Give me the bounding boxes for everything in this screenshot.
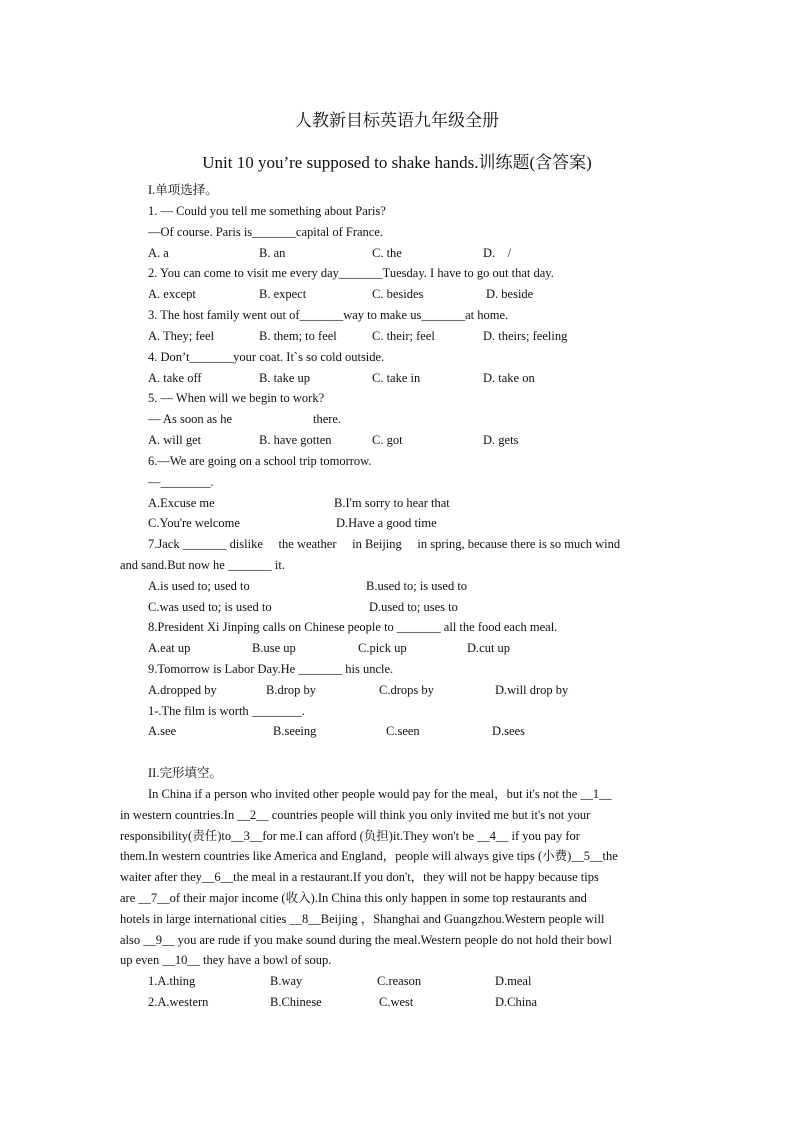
q4-option-a: A. take off: [148, 371, 202, 385]
q9-option-a: A.dropped by: [148, 683, 217, 697]
q8-option-a: A.eat up: [148, 641, 191, 655]
q6-option-d: D.Have a good time: [336, 516, 437, 530]
q7-option-d: D.used to; uses to: [369, 600, 458, 614]
q2-option-d: D. beside: [486, 287, 534, 301]
passage-line: up even __10__ they have a bowl of soup.: [120, 953, 332, 968]
q4-option-b: B. take up: [259, 371, 311, 385]
q8-option-d: D.cut up: [467, 641, 511, 655]
q6-option-b: B.I'm sorry to hear that: [334, 496, 450, 510]
document-subtitle: Unit 10 you’re supposed to shake hands.训练题(含答案): [202, 153, 592, 172]
q7-option-a: A.is used to; used to: [148, 579, 250, 593]
q7-stem-line2: and sand.But now he _______ it.: [120, 558, 285, 572]
q9-option-b: B.drop by: [266, 683, 316, 697]
q1-option-b: B. an: [259, 246, 286, 260]
q3-option-b: B. them; to feel: [259, 329, 337, 343]
cloze-q2-option-a: 2.A.western: [148, 995, 209, 1009]
q5-option-d: D. gets: [483, 433, 519, 447]
q5-option-a: A. will get: [148, 433, 202, 447]
q6-reply: —________.: [148, 475, 214, 489]
q1-option-a: A. a: [148, 246, 169, 260]
passage-line: responsibility(责任)to__3__for me.I can afford (负担)it.They won't be __4__ if you pay for: [120, 828, 580, 843]
cloze-q2-option-b: B.Chinese: [270, 995, 322, 1009]
q7-stem-line1: 7.Jack _______ dislike the weather in Beijing in spring, because there is so much wind: [148, 537, 621, 551]
q5-option-b: B. have gotten: [259, 433, 332, 447]
cloze-q2-option-c: C.west: [379, 995, 414, 1009]
q6-option-c: C.You're welcome: [148, 516, 240, 530]
cloze-q1-option-b: B.way: [270, 974, 303, 988]
q2-option-a: A. except: [148, 287, 196, 301]
q7-option-b: B.used to; is used to: [366, 579, 468, 593]
q10-stem: 1-.The film is worth ________.: [148, 704, 305, 718]
q9-stem: 9.Tomorrow is Labor Day.He _______ his uncle.: [148, 662, 394, 676]
q7-option-c: C.was used to; is used to: [148, 600, 272, 614]
passage-line: hotels in large international cities __8__Beijing ，Shanghai and Guangzhou.Western people will: [120, 911, 605, 926]
q10-option-b: B.seeing: [273, 724, 317, 738]
q4-option-c: C. take in: [372, 371, 421, 385]
q8-stem: 8.President Xi Jinping calls on Chinese people to _______ all the food each meal.: [148, 620, 558, 634]
q3-option-a: A. They; feel: [148, 329, 215, 343]
q9-option-d: D.will drop by: [495, 683, 569, 697]
q9-option-c: C.drops by: [379, 683, 434, 697]
q8-option-b: B.use up: [252, 641, 296, 655]
q1-option-c: C. the: [372, 246, 402, 260]
passage-line: In China if a person who invited other people would pay for the meal，but it's not the __1__: [148, 787, 612, 801]
q4-stem: 4. Don’t_______your coat. It`s so cold outside.: [148, 350, 385, 364]
q5-option-c: C. got: [372, 433, 403, 447]
cloze-q1-option-a: 1.A.thing: [148, 974, 196, 988]
cloze-q1-option-c: C.reason: [377, 974, 422, 988]
section2-heading: II.完形填空。: [148, 766, 222, 780]
q6-option-a: A.Excuse me: [148, 496, 215, 510]
q4-option-d: D. take on: [483, 371, 535, 385]
q5-reply-a: — As soon as he: [148, 412, 233, 426]
cloze-q2-option-d: D.China: [495, 995, 538, 1009]
q3-option-c: C. their; feel: [372, 329, 435, 343]
q1-reply: —Of course. Paris is_______capital of France.: [148, 225, 384, 239]
passage-line: are __7__of their major income (收入).In China this only happen in some top restaurants and: [120, 890, 587, 905]
section1-heading: I.单项选择。: [148, 183, 218, 197]
q1-stem: 1. — Could you tell me something about Paris?: [148, 204, 386, 218]
q10-option-d: D.sees: [492, 724, 525, 738]
cloze-passage: [120, 784, 674, 971]
passage-line: waiter after they__6__the meal in a restaurant.If you don't，they will not be happy because tips: [120, 870, 599, 885]
q2-option-b: B. expect: [259, 287, 307, 301]
passage-line: them.In western countries like America and England，people will always give tips (小费)__5__the: [120, 849, 618, 864]
passage-line: in western countries.In __2__ countries people will think you only invited me but it's not your: [120, 807, 591, 822]
passage-line: also __9__ you are rude if you make sound during the meal.Western people do not hold their bowl: [120, 932, 612, 947]
q5-stem: 5. — When will we begin to work?: [148, 391, 325, 405]
q10-option-a: A.see: [148, 724, 177, 738]
document-title: 人教新目标英语九年级全册: [295, 111, 499, 130]
q2-stem: 2. You can come to visit me every day_______Tuesday. I have to go out that day.: [148, 266, 554, 280]
q3-option-d: D. theirs; feeling: [483, 329, 568, 343]
q8-option-c: C.pick up: [358, 641, 407, 655]
cloze-q1-option-d: D.meal: [495, 974, 532, 988]
q1-option-d: D. /: [483, 246, 512, 260]
q10-option-c: C.seen: [386, 724, 420, 738]
q2-option-c: C. besides: [372, 287, 424, 301]
q6-stem: 6.—We are going on a school trip tomorrow.: [148, 454, 372, 468]
q3-stem: 3. The host family went out of_______way to make us_______at home.: [148, 308, 509, 322]
q5-reply-b: there.: [313, 412, 342, 426]
